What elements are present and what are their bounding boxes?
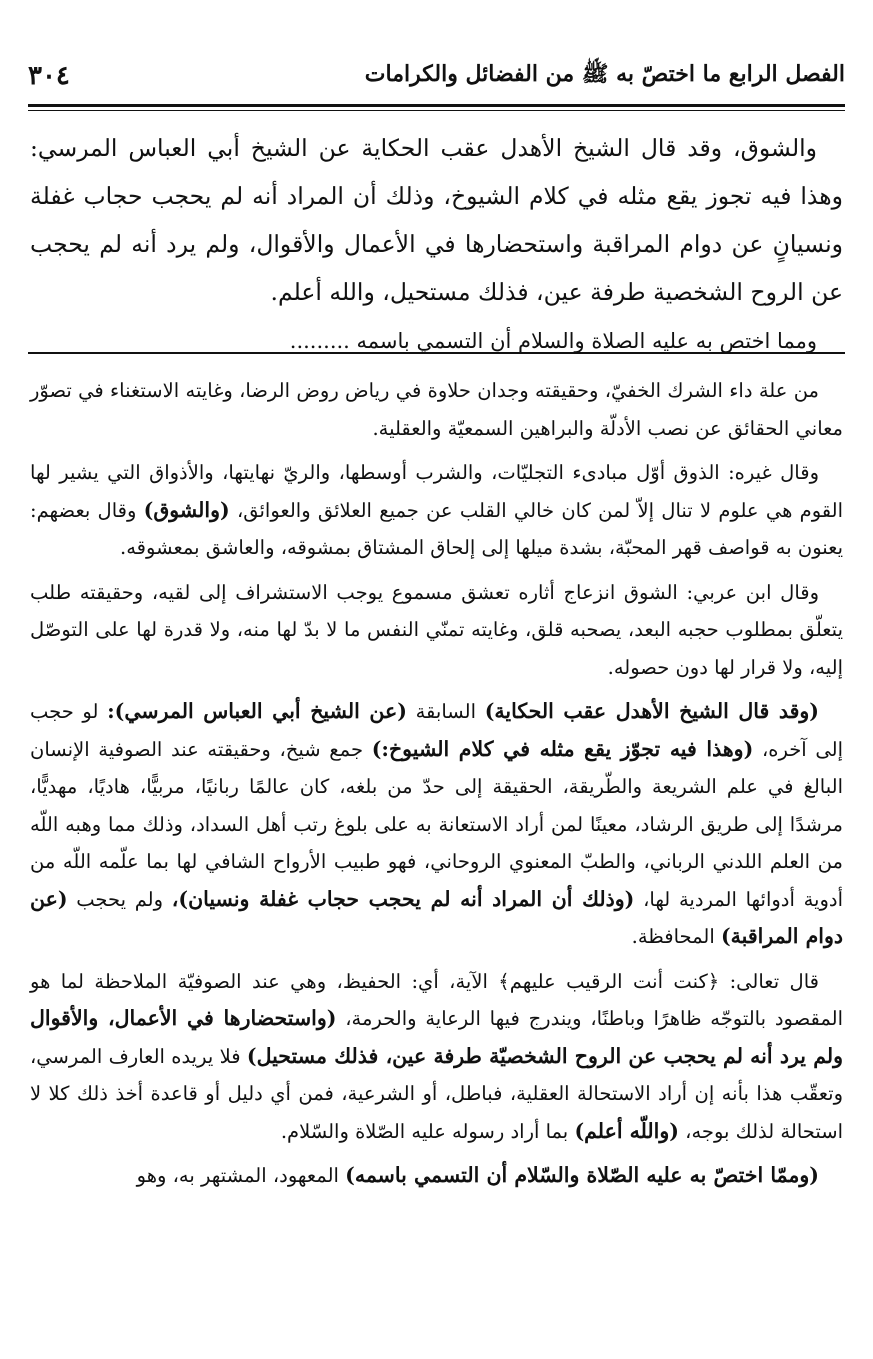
main-text <box>30 124 843 364</box>
commentary-text: السابقة <box>415 700 477 723</box>
commentary-text: من علة داء الشرك الخفيّ، وحقيقته وجدان حلاوة في رياض روض الرضا، وغايته الاستغناء في تصوّر معاني الحقائق عن نصب الأدلّة والبراهين السمعيّة والعقلية. <box>30 379 843 440</box>
commentary-paragraph <box>30 372 843 447</box>
quoted-term: (عن الشيخ أبي العباس المرسي): <box>107 699 407 723</box>
quoted-term: (والشوق) <box>143 497 230 522</box>
commentary-text: قال تعالى: ﴿كنت أنت الرقيب عليهم﴾ الآية، أي: الحفيظ، وهي عند الصوفيّة الملاحظة لما هو المقصود بالتوجّه ظاهرًا وباطنًا، ويندرج فيها الرعاية والحرمة، <box>30 969 843 1030</box>
quoted-term: (وذلك أن المراد أنه لم يحجب حجاب غفلة ونسيان)، <box>171 886 635 911</box>
commentary-text: وقال غيره: الذوق أوّل مبادىء التجليّات، والشرب أوسطها، والريّ نهايتها، والأذواق التي يشير لها القوم هي علوم لا تنال إلاّ لمن كان خالي القلب عن جميع العلائق والعوائق، <box>30 461 843 522</box>
quoted-term: (واللّه أعلم) <box>574 1118 679 1143</box>
commentary-text: جمع شيخ، وحقيقته عند الصوفية الإنسان البالغ في علم الشريعة والطّريقة، الحقيقة إلى حدّ من بلغه، كان عالمًا ربانيًا، مربيًّا، هاديًا، مهديًّا، مرشدًا إلى طريق الرشاد، معينًا لمن أراد الاستعانة به على بلوغ رتب أهل السداد، وذلك مما وهبه اللّه من العلم اللدني الرباني، والطبّ المعنوي الروحاني، فهو طبيب الأرواح الشافي لها بما علّمه اللّه من أدوية أدوائها المردية لها، <box>30 737 843 911</box>
quoted-term: (وهذا فيه تجوّز يقع مثله في كلام الشيوخ:) <box>371 736 754 761</box>
commentary-text: وقال ابن عربي: الشوق انزعاج أثاره تعشق مسموع يوجب الاستشراف إلى لقيه، وحقيقته طلب يتعلّق بمطلوب حجبه البعد، يصحبه قلق، وغايته تمنّي النفس ما لا بدّ لها منه، ولا قدرة لها على التوصّل إليه، ولا قرار لها دون حصوله. <box>30 580 843 679</box>
commentary-paragraph <box>30 1157 843 1195</box>
commentary-text: وقال بعضهم: يعنون به قواصف قهر المحبّة، بشدة ميلها إلى إلحاق المشتاق بمشوقه، والعاشق بمعشوقه. <box>30 498 843 559</box>
chapter-title: الفصل الرابع ما اختصّ به ﷺ من الفضائل والكرامات <box>364 61 845 87</box>
commentary-text: المحافظة. <box>631 925 715 948</box>
main-text-paragraph: والشوق، وقد قال الشيخ الأهدل عقب الحكاية عن الشيخ أبي العباس المرسي: وهذا فيه تجوز يقع مثله في كلام الشيوخ، وذلك أن المراد أنه لم يحجب حجاب غفلة ونسيانٍ عن دوام المراقبة واستحضارها في الأعمال والأقوال، ولم يرد أنه لم يحجب عن الروح الشخصية طرفة عين، فذلك مستحيل، والله أعلم. <box>30 134 843 306</box>
quoted-term: (عن دوام المراقبة) <box>30 886 843 948</box>
commentary-paragraph <box>30 574 843 687</box>
separator-rule <box>28 352 845 354</box>
quoted-term: (واستحضارها في الأعمال، والأقوال ولم يرد أنه لم يحجب عن الروح الشخصيّة طرفة عين، فذلك مستحيل) <box>30 1006 844 1068</box>
page-number: ٣٠٤ <box>28 61 70 91</box>
header-rule <box>28 104 845 111</box>
commentary-text: بما أراد رسوله عليه الصّلاة والسّلام. <box>280 1119 569 1143</box>
commentary-paragraph <box>30 454 843 567</box>
commentary-text: المعهود، المشتهر به، وهو <box>136 1164 339 1187</box>
commentary-paragraph <box>30 693 843 956</box>
quoted-term: (وممّا اختصّ به عليه الصّلاة والسّلام أن التسمي باسمه) <box>345 1163 819 1187</box>
commentary-paragraph <box>30 963 843 1151</box>
commentary-text: فلا يريده العارف المرسي، وتعقّب هذا بأنه إن أراد الاستحالة العقلية، فباطل، أو الشرعية، فمن أي دليل أو قاعدة أخذ ذلك كلا لا استحالة لذلك بوجه، <box>30 1044 843 1143</box>
commentary-text: ولم يحجب <box>76 887 164 911</box>
main-text-continuation: ومما اختص به عليه الصلاة والسلام أن التسمي باسمه ......... <box>289 329 817 353</box>
commentary <box>30 372 843 1202</box>
quoted-term: (وقد قال الشيخ الأهدل عقب الحكاية) <box>484 699 819 723</box>
commentary-text: لو حجب إلى آخره، <box>30 700 843 761</box>
page-header <box>28 52 845 100</box>
